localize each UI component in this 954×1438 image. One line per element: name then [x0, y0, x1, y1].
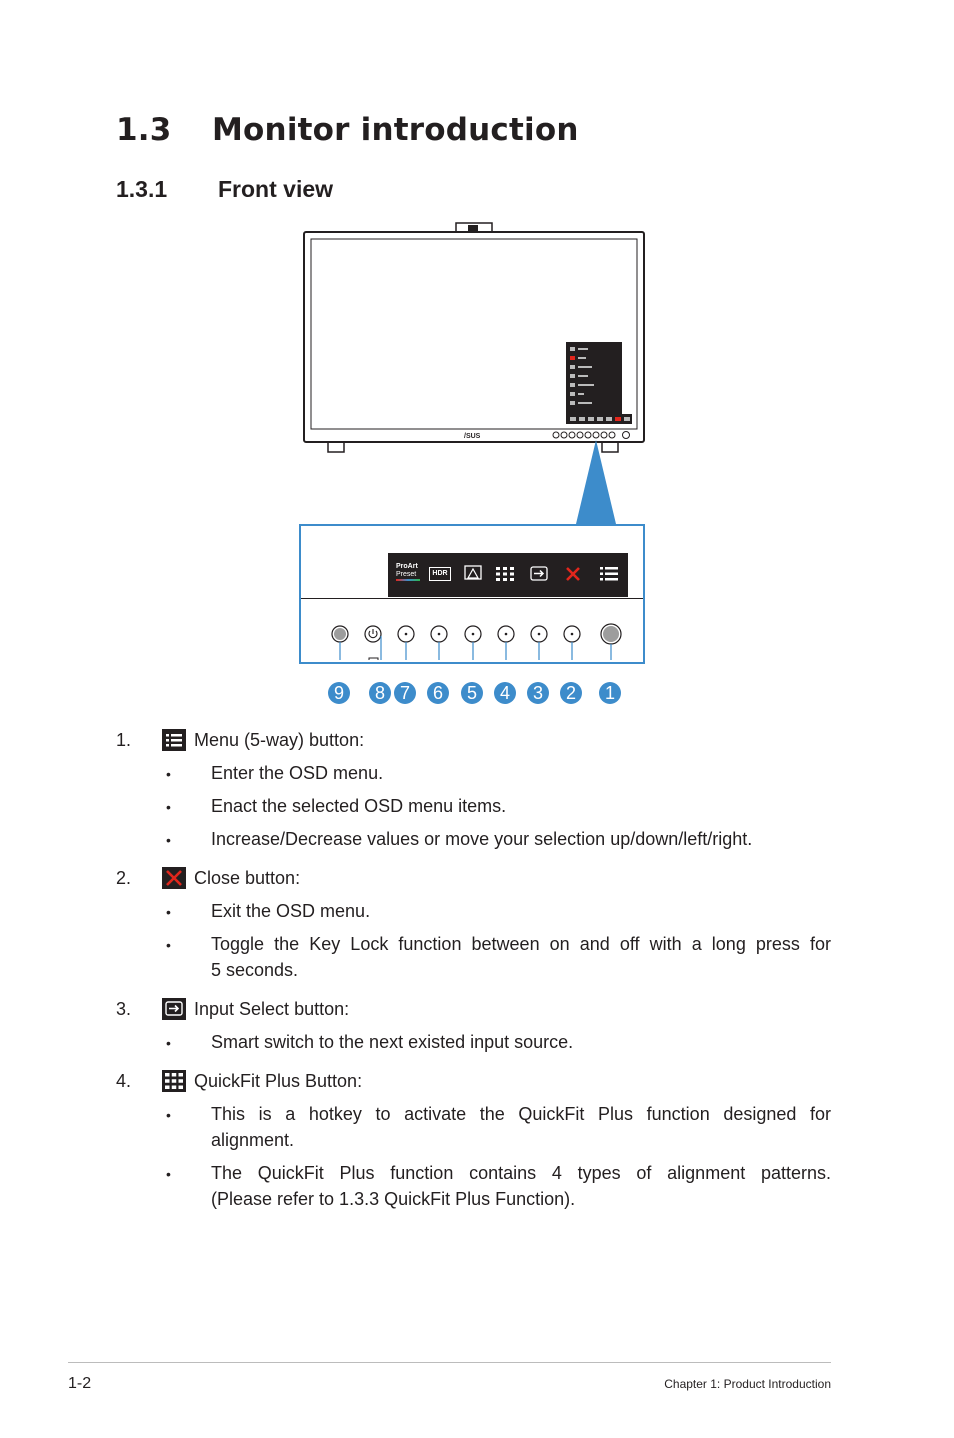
callout-8: 8: [369, 682, 391, 704]
bullet: •: [166, 937, 171, 953]
bullet-text: The QuickFit Plus function contains 4 types of alignment patterns.: [211, 1163, 831, 1183]
section-number: 1.3: [116, 112, 172, 148]
item-number: 3.: [116, 999, 132, 1019]
hdr-icon: HDR: [429, 567, 451, 581]
close-icon: [162, 867, 186, 889]
menu-icon: [600, 567, 618, 581]
item-number: 1.: [116, 730, 132, 750]
bullet-text: Increase/Decrease values or move your selection up/down/left/right.: [211, 829, 753, 849]
monitor-front-illustration: [296, 220, 652, 460]
bullet: •: [166, 832, 171, 848]
callout-pointer: [576, 440, 616, 526]
zoomed-control-panel: [299, 524, 645, 664]
callout-1: 1: [599, 682, 621, 704]
quickfit-plus-icon: [496, 567, 514, 581]
item-title: Input Select button:: [194, 999, 350, 1019]
page-number: 1-2: [68, 1375, 92, 1392]
bullet-text-continued: (Please refer to 1.3.3 QuickFit Plus Function).: [211, 1189, 576, 1209]
subsection-number: 1.3.1: [116, 176, 168, 202]
bullet: •: [166, 1166, 171, 1182]
item-title: Close button:: [194, 868, 301, 888]
bullet-text-continued: alignment.: [211, 1130, 295, 1150]
item-number: 2.: [116, 868, 132, 888]
footer-rule: [68, 1362, 831, 1363]
menu-icon: [162, 729, 186, 751]
proart-preset-icon: [396, 563, 420, 585]
bezel-edge: [301, 598, 643, 599]
item-title: QuickFit Plus Button:: [194, 1071, 363, 1091]
bullet: •: [166, 1035, 171, 1051]
item-number: 4.: [116, 1071, 132, 1091]
subsection-title-text: Front view: [218, 176, 334, 202]
callout-4: 4: [494, 682, 516, 704]
callout-5: 5: [461, 682, 483, 704]
close-icon: [565, 566, 581, 582]
bullet-text: Enter the OSD menu.: [211, 763, 384, 783]
quickfit-icon: [162, 1070, 186, 1092]
section-title: [116, 112, 579, 148]
proart-label: ProArt: [396, 563, 418, 570]
callout-6: 6: [427, 682, 449, 704]
split-screen-icon: [464, 565, 482, 581]
bullet-text: Toggle the Key Lock function between on and off with a long press for: [211, 934, 831, 954]
callout-7: 7: [394, 682, 416, 704]
bullet: •: [166, 1107, 171, 1123]
bullet-text: Smart switch to the next existed input source.: [211, 1032, 574, 1052]
bullet: •: [166, 904, 171, 920]
bullet-text: Exit the OSD menu.: [211, 901, 371, 921]
item-title: Menu (5-way) button:: [194, 730, 365, 750]
bullet-text: This is a hotkey to activate the QuickFit Plus function designed for: [211, 1104, 831, 1124]
callout-9: 9: [328, 682, 350, 704]
bullet: •: [166, 799, 171, 815]
bullet: •: [166, 766, 171, 782]
input-select-icon: [162, 998, 186, 1020]
physical-buttons-row: [301, 616, 643, 660]
callout-3: 3: [527, 682, 549, 704]
osd-hotkey-bar: [388, 553, 628, 597]
asus-logo: /SUS: [464, 433, 481, 440]
chapter-title: Chapter 1: Product Introduction: [664, 1377, 831, 1391]
callout-2: 2: [560, 682, 582, 704]
preset-label: Preset: [396, 571, 417, 578]
input-select-icon: [530, 566, 548, 582]
bullet-text-continued: 5 seconds.: [211, 960, 299, 980]
section-title-text: Monitor introduction: [212, 112, 579, 148]
subsection-title: [116, 176, 333, 203]
bullet-text: Enact the selected OSD menu items.: [211, 796, 507, 816]
